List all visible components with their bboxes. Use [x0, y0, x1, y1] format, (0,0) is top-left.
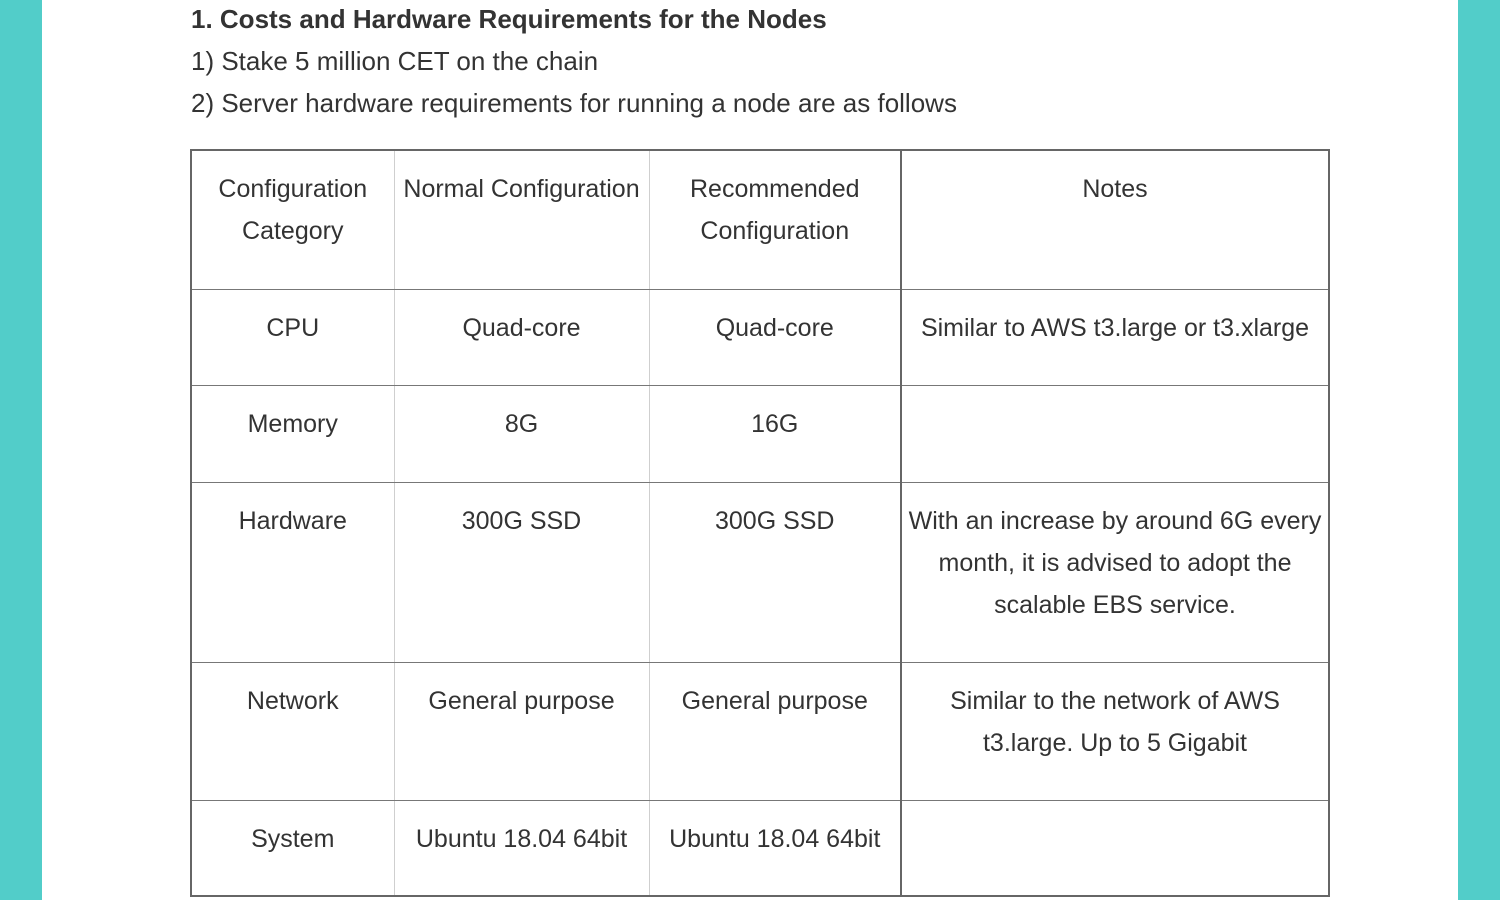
cell-normal: Ubuntu 18.04 64bit — [394, 800, 649, 896]
cell-notes — [901, 385, 1329, 482]
table-header-row — [191, 150, 1329, 289]
cell-notes — [901, 800, 1329, 896]
left-background-band — [0, 0, 42, 900]
cell-notes: Similar to AWS t3.large or t3.xlarge — [901, 289, 1329, 385]
cell-recommended: Quad-core — [649, 289, 901, 385]
hardware-requirements-table — [190, 149, 1330, 897]
cell-recommended: Ubuntu 18.04 64bit — [649, 800, 901, 896]
cell-normal: 8G — [394, 385, 649, 482]
cell-recommended: 16G — [649, 385, 901, 482]
stake-requirement-text: 1) Stake 5 million CET on the chain — [191, 46, 599, 76]
cell-category: Hardware — [191, 482, 394, 662]
cell-recommended: 300G SSD — [649, 482, 901, 662]
cell-notes: Similar to the network of AWS t3.large. Up to 5 Gigabit — [901, 662, 1329, 800]
table-row — [191, 482, 1329, 662]
header-normal-configuration: Normal Configuration — [394, 150, 649, 289]
table-row — [191, 385, 1329, 482]
header-configuration-category: Configuration Category — [191, 150, 394, 289]
cell-normal: Quad-core — [394, 289, 649, 385]
cell-normal: 300G SSD — [394, 482, 649, 662]
cell-category: Memory — [191, 385, 394, 482]
hardware-intro-text: 2) Server hardware requirements for running a node are as follows — [191, 88, 957, 118]
table-row — [191, 289, 1329, 385]
cell-normal: General purpose — [394, 662, 649, 800]
cell-notes: With an increase by around 6G every month, it is advised to adopt the scalable EBS service. — [901, 482, 1329, 662]
cell-category: CPU — [191, 289, 394, 385]
document-page — [42, 0, 1458, 900]
cell-recommended: General purpose — [649, 662, 901, 800]
cell-category: System — [191, 800, 394, 896]
table-row — [191, 800, 1329, 896]
table-row — [191, 662, 1329, 800]
right-background-band — [1458, 0, 1500, 900]
header-recommended-configuration: Recommended Configuration — [649, 150, 901, 289]
cell-category: Network — [191, 662, 394, 800]
section-heading: 1. Costs and Hardware Requirements for the Nodes — [191, 4, 827, 34]
header-notes: Notes — [901, 150, 1329, 289]
